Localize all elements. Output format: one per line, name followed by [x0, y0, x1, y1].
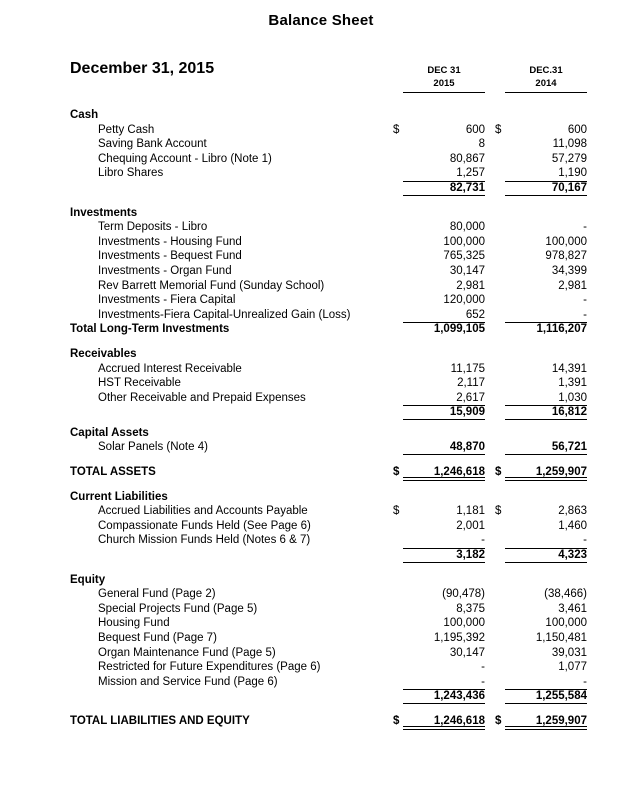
subtotal-value-2015: 1,099,105 — [433, 323, 485, 336]
section-title: Capital Assets — [70, 426, 149, 439]
currency-symbol: $ — [393, 466, 400, 479]
section-title: Current Liabilities — [70, 490, 168, 503]
row-value-2015: - — [481, 534, 485, 547]
column-header-2014-line1: DEC.31 — [529, 65, 563, 76]
total-liabilities-equity-label: TOTAL LIABILITIES AND EQUITY — [70, 714, 250, 727]
row-label: Investments - Fiera Capital — [98, 294, 236, 307]
column-header-rule-2015 — [403, 92, 485, 93]
total-liabilities-equity-value-2014: 1,259,907 — [535, 714, 587, 727]
row-value-2015: 8 — [478, 138, 485, 151]
table-row — [0, 660, 642, 675]
subtotal-value-2014: 1,116,207 — [536, 323, 587, 336]
subtotal-label: Total Long-Term Investments — [70, 323, 230, 336]
currency-symbol: $ — [393, 714, 400, 727]
column-header-2014 — [505, 64, 587, 90]
row-value-2014: 978,827 — [545, 250, 587, 263]
row-value-2015: 1,257 — [456, 167, 485, 180]
row-value-2015: - — [481, 675, 485, 688]
row-value-2014: (38,466) — [544, 588, 587, 601]
row-value-2014: - — [583, 534, 587, 547]
currency-symbol: $ — [393, 505, 400, 518]
row-label: Rev Barrett Memorial Fund (Sunday School) — [98, 279, 325, 292]
row-value-2015: 8,375 — [456, 602, 485, 615]
section-header-row — [0, 108, 642, 123]
row-value-2015: 2,981 — [456, 279, 485, 292]
row-label: Organ Maintenance Fund (Page 5) — [98, 646, 276, 659]
table-row — [0, 264, 642, 279]
table-row — [0, 646, 642, 661]
row-value-2014: 600 — [567, 123, 587, 136]
subtotal-value-2015: 1,243,436 — [433, 690, 485, 703]
section-title: Equity — [70, 573, 106, 586]
table-row — [0, 675, 642, 690]
row-value-2015: 2,117 — [457, 377, 485, 390]
row-value-2015: 80,867 — [449, 152, 485, 165]
table-row — [0, 587, 642, 602]
row-value-2015: 652 — [465, 308, 485, 321]
table-row — [0, 123, 642, 138]
section-title: Cash — [70, 109, 99, 121]
row-value-2014: 100,000 — [545, 235, 587, 248]
section-spacer — [0, 704, 642, 714]
row-value-2014: 2,863 — [558, 505, 587, 518]
subtotal-row — [0, 181, 642, 196]
table-row — [0, 235, 642, 250]
table-row — [0, 293, 642, 308]
row-value-2014: 2,981 — [558, 279, 587, 292]
row-value-2015: (90,478) — [442, 588, 485, 601]
table-row — [0, 220, 642, 235]
row-value-2014: 1,030 — [558, 391, 587, 404]
row-label: HST Receivable — [98, 377, 181, 390]
total-assets-row — [0, 465, 642, 480]
column-header-2015-line1: DEC 31 — [427, 65, 461, 76]
row-label: Bequest Fund (Page 7) — [98, 632, 217, 644]
row-value-2014: 57,279 — [551, 152, 587, 165]
currency-symbol: $ — [495, 466, 502, 479]
row-value-2015: 2,001 — [456, 519, 485, 532]
subtotal-row — [0, 405, 642, 420]
row-value-2015: 120,000 — [443, 294, 485, 307]
currency-symbol: $ — [495, 505, 502, 518]
as-of-date: December 31, 2015 — [70, 60, 215, 77]
row-value-2015: 1,181 — [456, 505, 485, 518]
subtotal-value-2015: 82,731 — [449, 181, 485, 194]
row-value-2014: 3,461 — [558, 602, 587, 615]
balance-sheet-table — [0, 108, 642, 729]
total-liabilities-equity-double-rule-2014 — [505, 726, 587, 730]
table-row — [0, 166, 642, 181]
table-row — [0, 137, 642, 152]
subtotal-row — [0, 322, 642, 337]
table-row — [0, 631, 642, 646]
table-row — [0, 362, 642, 377]
subtotal-value-2015: 15,909 — [449, 406, 485, 419]
section-title: Receivables — [70, 347, 137, 360]
table-row — [0, 279, 642, 294]
row-value-2015: 100,000 — [443, 235, 485, 248]
section-header-row — [0, 573, 642, 588]
section-header-row — [0, 206, 642, 221]
row-label: Solar Panels (Note 4) — [98, 441, 208, 454]
row-label: Restricted for Future Expenditures (Page 6) — [98, 661, 321, 674]
row-value-2015: 30,147 — [449, 264, 485, 277]
column-header-2015 — [403, 64, 485, 90]
row-label: Special Projects Fund (Page 5) — [98, 602, 258, 615]
subtotal-value-2014: 4,323 — [558, 549, 587, 562]
row-value-2015: 1,195,392 — [433, 632, 485, 644]
table-row — [0, 504, 642, 519]
table-row — [0, 519, 642, 534]
currency-symbol: $ — [495, 123, 502, 136]
row-value-2014: - — [583, 308, 587, 321]
row-value-2014: 1,077 — [558, 661, 587, 674]
section-header-row — [0, 490, 642, 505]
row-value-2015: 11,175 — [450, 362, 485, 375]
section-spacer — [0, 455, 642, 465]
total-assets-value-2015: 1,246,618 — [433, 466, 485, 479]
row-label: Investments - Housing Fund — [98, 235, 242, 248]
row-value-2014: - — [583, 675, 587, 688]
table-row — [0, 440, 642, 455]
row-label: Accrued Interest Receivable — [98, 362, 242, 375]
row-value-2014: 1,190 — [558, 167, 587, 180]
table-row — [0, 616, 642, 631]
row-value-2014: - — [583, 221, 587, 234]
table-row — [0, 533, 642, 548]
row-value-2015: - — [481, 661, 485, 674]
row-label: Compassionate Funds Held (See Page 6) — [98, 519, 311, 532]
row-label: Libro Shares — [98, 167, 164, 180]
table-row — [0, 249, 642, 264]
row-value-2014: 1,391 — [558, 377, 587, 390]
row-label: Housing Fund — [98, 617, 170, 630]
row-value-2015: 48,870 — [449, 441, 485, 454]
subtotal-value-2015: 3,182 — [456, 549, 485, 562]
row-label: Accrued Liabilities and Accounts Payable — [98, 505, 308, 518]
row-value-2015: 2,617 — [456, 391, 485, 404]
table-row — [0, 308, 642, 323]
row-label: General Fund (Page 2) — [98, 588, 216, 601]
row-label: Saving Bank Account — [98, 138, 207, 151]
section-spacer — [0, 563, 642, 573]
subtotal-value-2014: 1,255,584 — [535, 690, 587, 703]
row-value-2014: 34,399 — [551, 264, 587, 277]
section-spacer — [0, 480, 642, 490]
section-spacer — [0, 337, 642, 347]
row-value-2014: 100,000 — [545, 617, 587, 630]
subtotal-row — [0, 548, 642, 563]
row-value-2014: 56,721 — [551, 441, 587, 454]
table-row — [0, 376, 642, 391]
subtotal-value-2014: 70,167 — [551, 181, 587, 194]
subtotal-value-2014: 16,812 — [551, 406, 587, 419]
row-label: Investments-Fiera Capital-Unrealized Gain (Loss) — [98, 308, 351, 321]
row-label: Church Mission Funds Held (Notes 6 & 7) — [98, 534, 311, 547]
row-value-2015: 100,000 — [443, 617, 485, 630]
row-value-2014: 14,391 — [551, 362, 587, 375]
currency-symbol: $ — [495, 714, 502, 727]
row-value-2015: 30,147 — [449, 646, 485, 659]
row-value-2014: 1,150,481 — [535, 632, 587, 644]
total-assets-label: TOTAL ASSETS — [70, 466, 156, 479]
section-header-row — [0, 426, 642, 441]
row-label: Term Deposits - Libro — [98, 221, 208, 234]
section-header-row — [0, 347, 642, 362]
row-label: Other Receivable and Prepaid Expenses — [98, 391, 306, 404]
row-value-2015: 80,000 — [449, 221, 485, 234]
row-value-2015: 600 — [465, 123, 485, 136]
row-value-2014: 11,098 — [552, 138, 587, 151]
row-value-2014: 39,031 — [551, 646, 587, 659]
table-row — [0, 602, 642, 617]
row-label: Chequing Account - Libro (Note 1) — [98, 152, 272, 165]
row-label: Investments - Organ Fund — [98, 264, 232, 277]
section-title: Investments — [70, 206, 138, 219]
column-header-2015-line2: 2015 — [433, 78, 455, 89]
column-header-rule-2014 — [505, 92, 587, 93]
subtotal-row — [0, 689, 642, 704]
row-value-2015: 765,325 — [443, 250, 485, 263]
total-liabilities-equity-double-rule-2015 — [403, 726, 485, 730]
total-assets-value-2014: 1,259,907 — [535, 466, 587, 479]
table-row — [0, 391, 642, 406]
total-liabilities-equity-row — [0, 714, 642, 729]
row-value-2014: 1,460 — [558, 519, 587, 532]
total-liabilities-equity-value-2015: 1,246,618 — [433, 714, 485, 727]
row-label: Petty Cash — [98, 123, 155, 136]
currency-symbol: $ — [393, 123, 400, 136]
column-header-2014-line2: 2014 — [535, 78, 557, 89]
row-label: Mission and Service Fund (Page 6) — [98, 675, 278, 688]
page-title: Balance Sheet — [268, 12, 374, 29]
row-label: Investments - Bequest Fund — [98, 250, 242, 263]
row-value-2014: - — [583, 294, 587, 307]
section-spacer — [0, 196, 642, 206]
table-row — [0, 152, 642, 167]
